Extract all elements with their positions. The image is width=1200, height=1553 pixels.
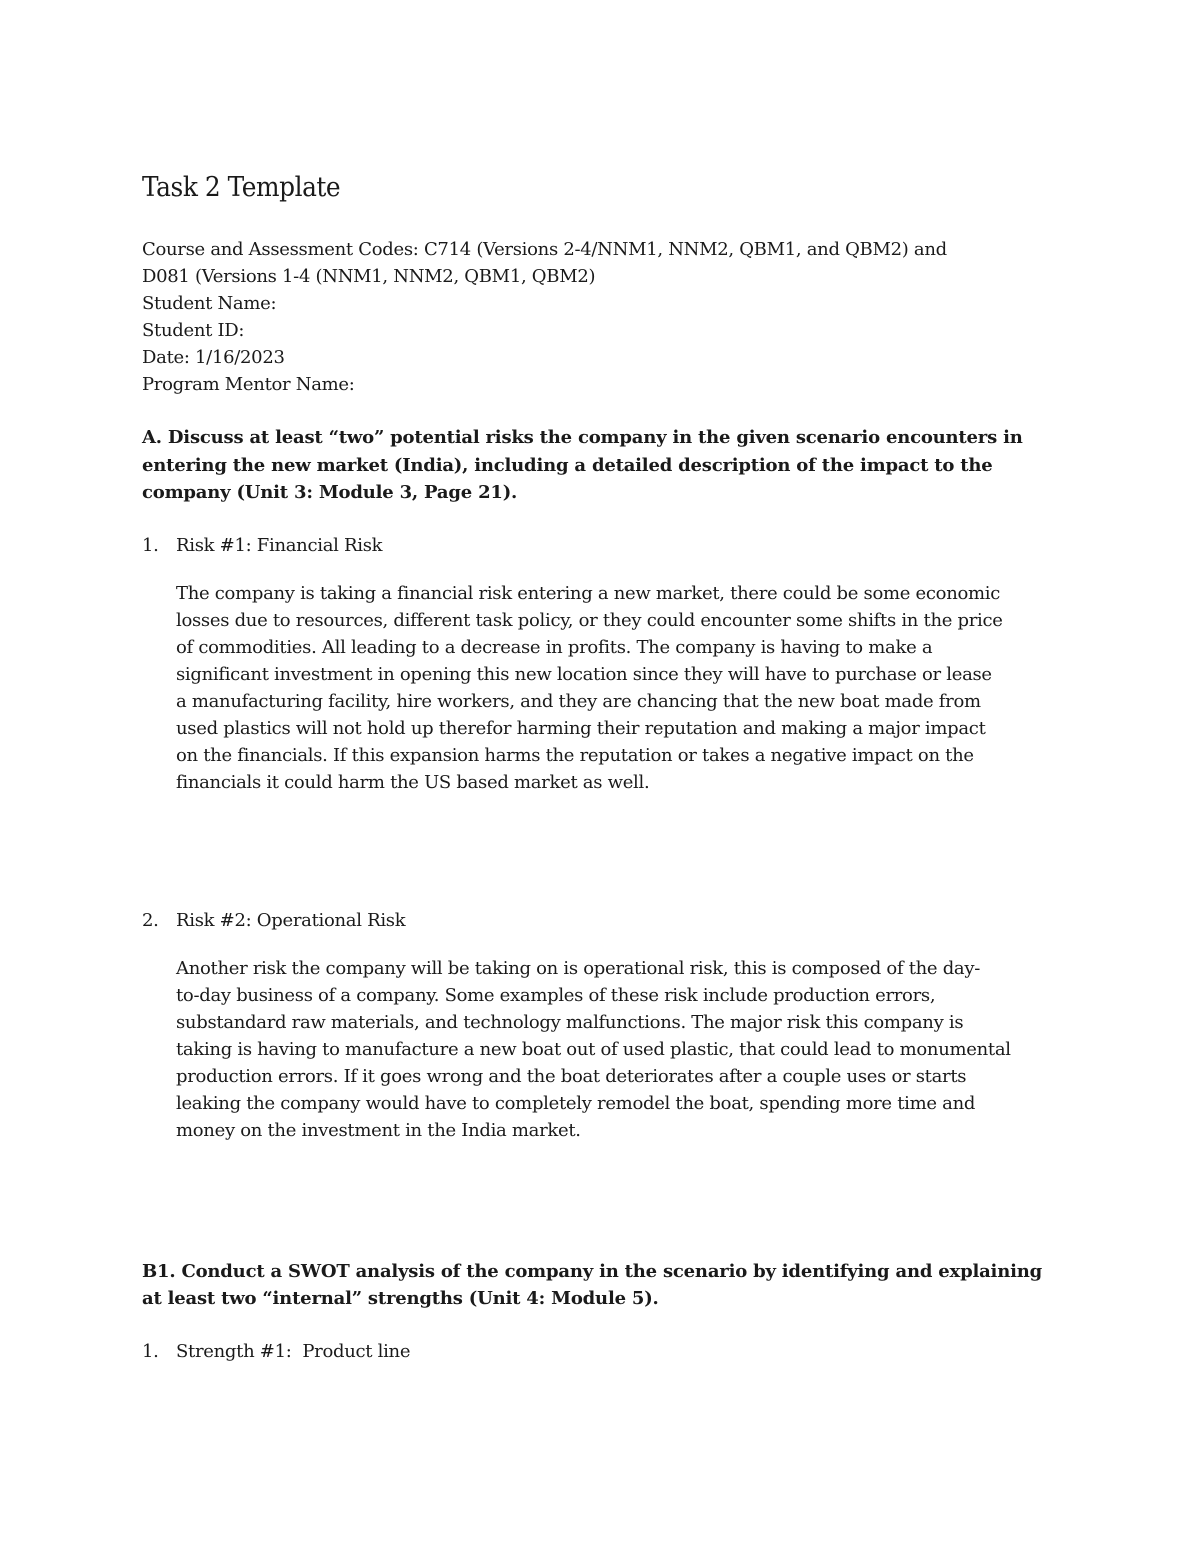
section-b1-heading-line-1: B1. Conduct a SWOT analysis of the company in the scenario by identifying and explaining <box>142 1260 1042 1282</box>
strength-1-item <box>142 1338 1072 1365</box>
risk-2-line: leaking the company would have to completely remodel the boat, spending more time and <box>176 1092 976 1114</box>
risk-1-paragraph <box>176 580 1072 796</box>
risk-2-number: 2. <box>142 909 159 931</box>
risk-1-line: financials it could harm the US based market as well. <box>176 771 650 793</box>
risk-2-line: production errors. If it goes wrong and the boat deteriorates after a couple uses or starts <box>176 1065 967 1087</box>
risk-1-number: 1. <box>142 534 159 556</box>
risk-2-label: Risk #2: Operational Risk <box>176 909 406 931</box>
student-name: Student Name: <box>142 293 277 314</box>
student-id: Student ID: <box>142 320 245 341</box>
risk-2-line: substandard raw materials, and technology malfunctions. The major risk this company is <box>176 1011 964 1033</box>
section-a-heading-line-2: entering the new market (India), including a detailed description of the impact to the <box>142 454 993 476</box>
risk-2-line: taking is having to manufacture a new boat out of used plastic, that could lead to monumental <box>176 1038 1011 1060</box>
risk-1-line: of commodities. All leading to a decrease in profits. The company is having to make a <box>176 636 933 658</box>
section-a-heading <box>142 424 1072 507</box>
section-b1-heading <box>142 1258 1072 1313</box>
risk-1-line: a manufacturing facility, hire workers, and they are chancing that the new boat made from <box>176 690 981 712</box>
date: Date: 1/16/2023 <box>142 347 285 368</box>
section-a-heading-line-3: company (Unit 3: Module 3, Page 21). <box>142 482 518 503</box>
course-codes-line-1: Course and Assessment Codes: C714 (Versions 2-4/NNM1, NNM2, QBM1, and QBM2) and <box>142 239 947 260</box>
risk-2-line: money on the investment in the India market. <box>176 1119 581 1141</box>
risk-1-line: losses due to resources, different task policy, or they could encounter some shifts in the price <box>176 609 1003 631</box>
risk-2-line: Another risk the company will be taking on is operational risk, this is composed of the day- <box>176 957 981 979</box>
page-title: Task 2 Template <box>142 172 341 203</box>
strength-1-number: 1. <box>142 1340 159 1362</box>
strength-1-label: Strength #1: Product line <box>176 1340 411 1362</box>
risk-1-line: significant investment in opening this new location since they will have to purchase or lease <box>176 663 992 685</box>
risk-2-line: to-day business of a company. Some examples of these risk include production errors, <box>176 984 936 1006</box>
program-mentor-name: Program Mentor Name: <box>142 374 355 395</box>
document-page <box>142 170 1072 1365</box>
document-meta <box>142 236 1072 398</box>
risk-2-item <box>142 907 1072 934</box>
risk-1-line: used plastics will not hold up therefor harming their reputation and making a major impact <box>176 717 986 739</box>
risk-1-item <box>142 532 1072 559</box>
section-a-heading-line-1: A. Discuss at least “two” potential risks the company in the given scenario encounters in <box>142 427 1023 448</box>
risk-1-line: on the financials. If this expansion harms the reputation or takes a negative impact on the <box>176 744 974 766</box>
risk-1-line: The company is taking a financial risk entering a new market, there could be some economic <box>176 582 1001 604</box>
risk-2-paragraph <box>176 955 1072 1144</box>
risk-1-label: Risk #1: Financial Risk <box>176 534 383 556</box>
course-codes-line-2: D081 (Versions 1-4 (NNM1, NNM2, QBM1, QBM2) <box>142 266 596 287</box>
section-b1-heading-line-2: at least two “internal” strengths (Unit 4: Module 5). <box>142 1288 659 1309</box>
